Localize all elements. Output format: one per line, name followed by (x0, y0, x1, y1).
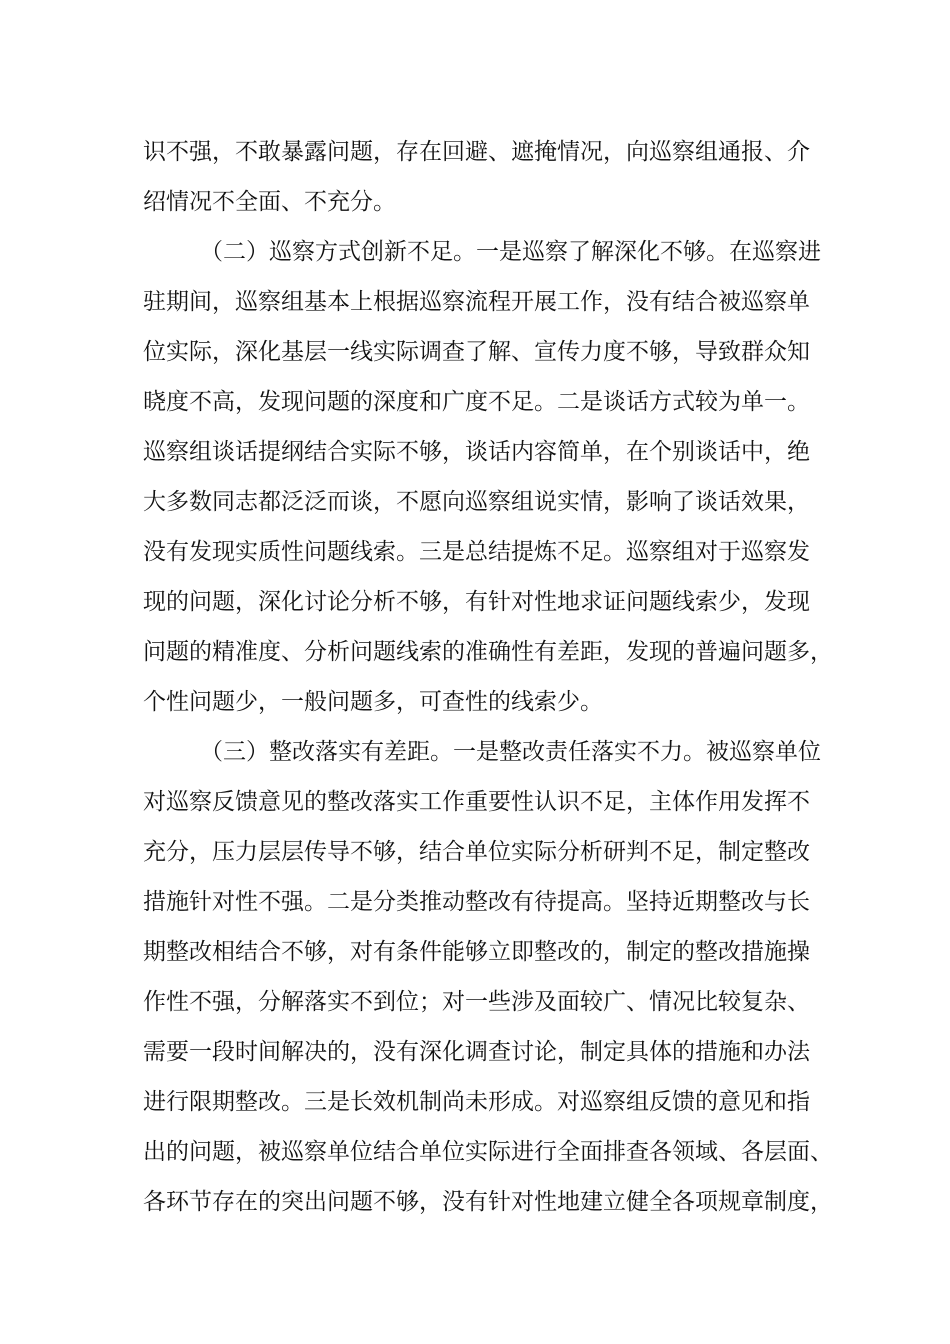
text-line: 作性不强，分解落实不到位；对一些涉及面较广、情况比较复杂、 (143, 989, 810, 1015)
text-line: 没有发现实质性问题线索。三是总结提炼不足。巡察组对于巡察发 (143, 539, 810, 565)
text-line: 对巡察反馈意见的整改落实工作重要性认识不足，主体作用发挥不 (143, 789, 810, 815)
text-line: 识不强，不敢暴露问题，存在回避、遮掩情况，向巡察组通报、介 (143, 139, 810, 165)
text-line: 期整改相结合不够，对有条件能够立即整改的，制定的整改措施操 (143, 939, 810, 965)
document-body (143, 127, 833, 1227)
text-line: 位实际，深化基层一线实际调查了解、宣传力度不够，导致群众知 (143, 339, 810, 365)
text-line: 巡察组谈话提纲结合实际不够，谈话内容简单，在个别谈话中，绝 (143, 439, 810, 465)
text-line: 各环节存在的突出问题不够，没有针对性地建立健全各项规章制度， (143, 1189, 833, 1215)
text-line: 需要一段时间解决的，没有深化调查讨论，制定具体的措施和办法 (143, 1039, 810, 1065)
text-line: 进行限期整改。三是长效机制尚未形成。对巡察组反馈的意见和指 (143, 1089, 810, 1115)
text-line: 现的问题，深化讨论分析不够，有针对性地求证问题线索少，发现 (143, 589, 810, 615)
text-line: 个性问题少，一般问题多，可查性的线索少。 (143, 689, 603, 715)
text-line: （三）整改落实有差距。一是整改责任落实不力。被巡察单位 (200, 739, 821, 765)
text-line: 问题的精准度、分析问题线索的准确性有差距，发现的普遍问题多， (143, 639, 833, 665)
text-line: 晓度不高，发现问题的深度和广度不足。二是谈话方式较为单一。 (143, 389, 810, 415)
text-line: 绍情况不全面、不充分。 (143, 189, 396, 215)
text-line: 措施针对性不强。二是分类推动整改有待提高。坚持近期整改与长 (143, 889, 810, 915)
text-line: 驻期间，巡察组基本上根据巡察流程开展工作，没有结合被巡察单 (143, 289, 810, 315)
text-line: 充分，压力层层传导不够，结合单位实际分析研判不足，制定整改 (143, 839, 810, 865)
text-line: 出的问题，被巡察单位结合单位实际进行全面排查各领域、各层面、 (143, 1139, 833, 1165)
text-line: 大多数同志都泛泛而谈，不愿向巡察组说实情，影响了谈话效果， (143, 489, 810, 515)
text-line: （二）巡察方式创新不足。一是巡察了解深化不够。在巡察进 (200, 239, 821, 265)
